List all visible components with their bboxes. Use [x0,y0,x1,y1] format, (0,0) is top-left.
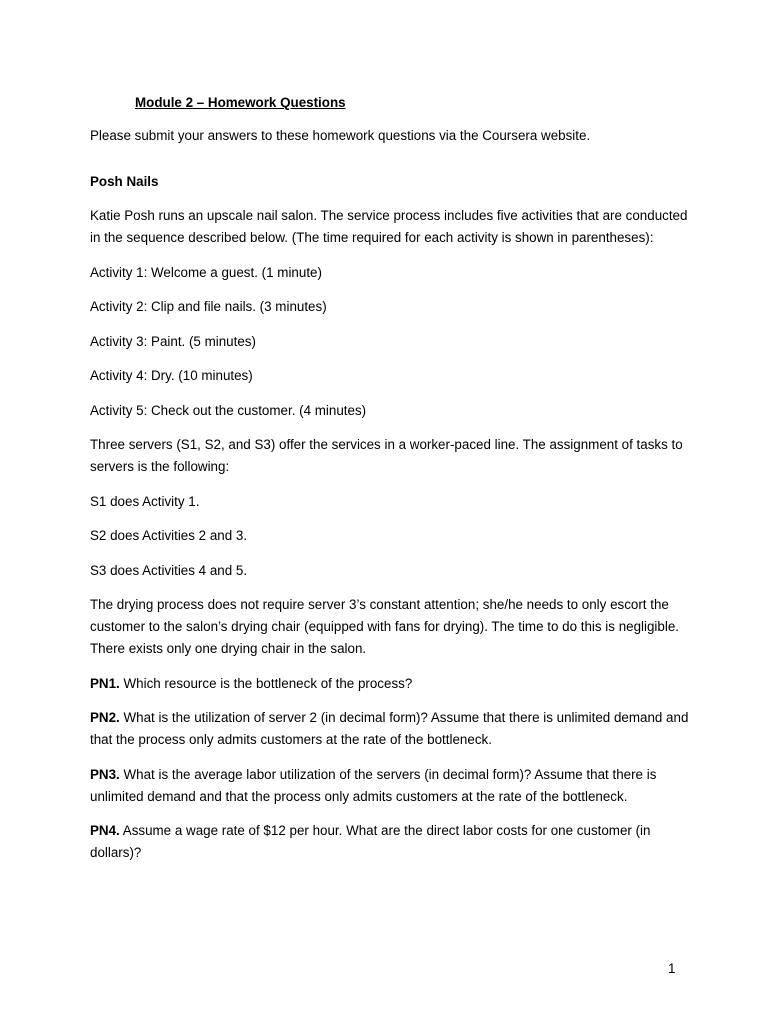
question-label: PN4. [90,823,120,838]
description-paragraph: Katie Posh runs an upscale nail salon. The service process includes five activities that are conducted in the sequence described below. (The time required for each activity is shown in parentheses): [90,208,688,245]
document-title: Module 2 – Homework Questions [135,95,346,110]
intro-paragraph: Please submit your answers to these homework questions via the Coursera website. [90,128,591,143]
activity-line: Activity 1: Welcome a guest. (1 minute) [90,264,322,280]
document-body [90,92,690,877]
servers-intro-paragraph: Three servers (S1, S2, and S3) offer the services in a worker-paced line. The assignment of tasks to servers is the following: [90,437,683,474]
question-pn2 [90,707,690,751]
assignment-line: S2 does Activities 2 and 3. [90,528,248,543]
assignment-line: S1 does Activity 1. [90,493,200,509]
activity-line: Activity 2: Clip and file nails. (3 minutes) [90,299,327,314]
assignment-line: S3 does Activities 4 and 5. [90,562,248,578]
question-pn1 [90,673,690,695]
page-number: 1 [668,961,676,976]
question-label: PN1. [90,675,120,691]
question-text: What is the average labor utilization of the servers (in decimal form)? Assume that there is unlimited demand and that the process only admits customers at the rate of the bottleneck. [90,766,657,804]
activity-line: Activity 5: Check out the customer. (4 minutes) [90,402,367,418]
activity-line: Activity 3: Paint. (5 minutes) [90,333,256,349]
drying-note-paragraph: The drying process does not require server 3’s constant attention; she/he needs to only escort the customer to the salon’s drying chair (equipped with fans for drying). The time to do this is negligible. There exists only one drying chair in the salon. [90,597,679,656]
question-text: Which resource is the bottleneck of the process? [119,675,413,691]
question-pn3 [90,764,690,808]
question-text: What is the utilization of server 2 (in decimal form)? Assume that there is unlimited demand and that the process only admits customers at the rate of the bottleneck. [90,710,689,747]
activity-line: Activity 4: Dry. (10 minutes) [90,368,253,383]
question-label: PN3. [90,766,120,782]
question-pn4 [90,820,690,864]
question-text: Assume a wage rate of $12 per hour. What are the direct labor costs for one customer (in dollars)? [90,823,651,860]
question-label: PN2. [90,710,120,725]
section-heading: Posh Nails [90,174,159,189]
